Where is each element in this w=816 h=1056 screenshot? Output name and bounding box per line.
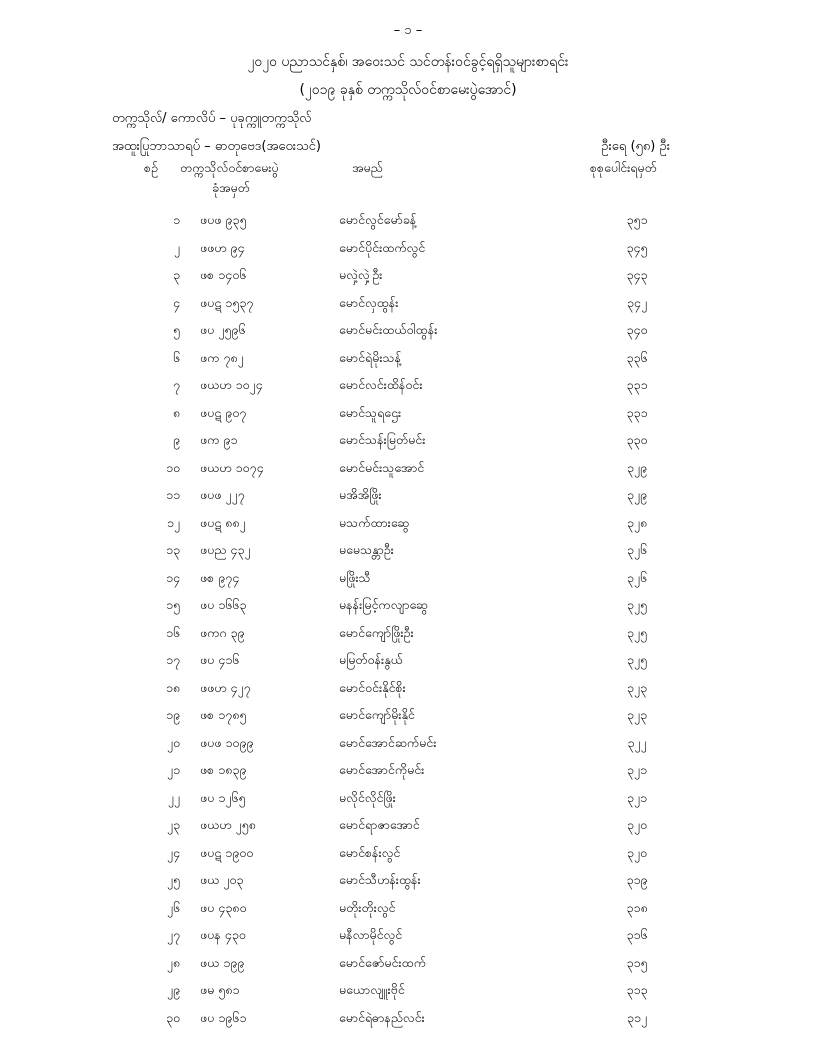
roll-number: ဖပဖ ၉၃၅ <box>200 212 247 227</box>
total-marks: ၃၂၁ <box>626 789 648 805</box>
student-name: မောင်ဇော်မင်းထက် <box>339 954 426 970</box>
roll-number: ဖဖဟ ၄၂၇ <box>200 679 251 695</box>
roll-number: ဖကဂ ၃၉ <box>200 624 245 640</box>
column-header-marks: စုစုပေါင်းရမှတ် <box>590 160 657 175</box>
roll-number: ဖပဋ ၁၉၀၀ <box>200 844 254 860</box>
student-name: မောင်လွင်မော်ခန့် <box>339 212 417 227</box>
row-number: ၇ <box>172 377 180 392</box>
roll-number: ဖယဟ ၁၀၂၄ <box>200 377 263 392</box>
student-name: မောင်အောင်ဆက်မင်း <box>339 734 437 750</box>
row-number: ၂ <box>173 239 180 255</box>
row-number: ၁၈ <box>165 679 180 695</box>
student-name: မအိအိဖြိုး <box>339 487 382 502</box>
table-row <box>0 322 816 350</box>
table-row <box>0 900 816 928</box>
student-name: မောင်ရဲဓာနည်လင်း <box>339 1009 425 1025</box>
total-marks: ၃၂၅ <box>626 624 648 640</box>
roll-number: ဖပန ၄၃၀ <box>200 927 246 942</box>
table-row <box>0 1010 816 1038</box>
total-marks: ၃၃၆ <box>626 349 648 365</box>
table-row <box>0 377 816 405</box>
row-number: ၁၆ <box>165 624 180 640</box>
student-name: မမြတ်ဝန်းနွယ် <box>339 652 403 667</box>
table-row <box>0 212 816 240</box>
student-name: မောင်လင်းထိန်ဝင်း <box>339 377 423 392</box>
total-marks: ၃၄၅ <box>626 239 648 255</box>
student-name: မလိုင်လိုင်ဖြိုး <box>339 789 396 805</box>
table-row <box>0 295 816 323</box>
column-header-no: စဉ် <box>144 160 158 175</box>
table-row <box>0 542 816 570</box>
total-marks: ၃၂၁ <box>626 762 648 777</box>
total-marks: ၃၂၂ <box>627 734 647 750</box>
table-row <box>0 845 816 873</box>
row-number: ၂၆ <box>166 899 180 915</box>
student-name: မနန်းမြင့်ကလျာဆွေ <box>339 597 428 612</box>
row-number: ၃၀ <box>165 1009 180 1025</box>
table-row <box>0 432 816 460</box>
table-row <box>0 405 816 433</box>
student-name: မတိုးတိုးလွင် <box>339 899 396 915</box>
table-row <box>0 652 816 680</box>
table-row <box>0 762 816 790</box>
row-number: ၈ <box>172 404 180 420</box>
student-name: မောင်ရဲမိုးသန့် <box>339 349 402 365</box>
roll-number: ဖမ ၅၈၁ <box>200 982 240 997</box>
table-row <box>0 982 816 1010</box>
total-marks: ၃၂၉ <box>626 459 648 475</box>
total-marks: ၃၄၃ <box>626 267 648 282</box>
table-row <box>0 927 816 955</box>
row-number: ၂၀ <box>166 734 180 750</box>
roll-number: ဖပ ၄၃၈၀ <box>200 899 247 915</box>
roll-number: ဖပ ၄၁၆ <box>200 652 240 667</box>
table-row <box>0 487 816 515</box>
total-marks: ၃၅၁ <box>626 212 648 227</box>
total-marks: ၃၂၃ <box>626 679 648 695</box>
total-marks: ၃၃၀ <box>626 432 648 447</box>
student-name: မောင်မင်းထယ်ဝါထွန်း <box>339 322 438 337</box>
student-name: မလှဲ့လှဲ့ဦး <box>339 267 383 282</box>
roll-number: ဖယဟ ၂၅၈ <box>200 817 256 832</box>
student-name: မောင်စန်းလွင် <box>339 844 401 860</box>
row-number: ၂၃ <box>166 817 180 832</box>
total-marks: ၃၄၀ <box>626 322 648 337</box>
roll-number: ဖပဖ ၁၀၉၉ <box>200 734 254 750</box>
table-row <box>0 735 816 763</box>
total-marks: ၃၂၈ <box>626 514 648 530</box>
table-row <box>0 570 816 598</box>
student-name: မောင်သူရဌေး <box>339 404 402 420</box>
table-row <box>0 460 816 488</box>
total-marks: ၃၂၆ <box>626 569 648 585</box>
row-number: ၁ <box>172 212 180 227</box>
table-row <box>0 350 816 378</box>
row-number: ၁၉ <box>165 707 180 722</box>
document-title: ၂၀၂၀ ပညာသင်နှစ်၊ အဝေးသင် သင်တန်းဝင်ခွင့်ရရှိသူများစာရင်း <box>247 54 569 70</box>
total-marks: ၃၂၉ <box>626 487 648 502</box>
roll-number: ဖပ ၁၆၆၃ <box>200 597 247 612</box>
student-name: မောင်သန်းမြတ်မင်း <box>339 432 426 447</box>
row-number: ၅ <box>172 322 180 337</box>
row-number: ၃ <box>172 267 180 282</box>
column-header-roll: တက္ကသိုလ်ဝင်စာမေးပွဲ <box>180 160 279 175</box>
total-marks: ၃၂၀ <box>626 817 648 832</box>
total-marks: ၃၂၀ <box>626 844 648 860</box>
total-marks: ၃၁၂ <box>626 1009 648 1025</box>
student-name: မမေသန္တာဦး <box>339 542 394 557</box>
row-number: ၆ <box>172 349 180 365</box>
row-number: ၂၁ <box>166 762 180 777</box>
student-name: မောင်ဝင်းနိုင်စိုး <box>339 679 406 695</box>
university-line: တက္ကသိုလ်/ ကောလိပ် – ပုခုက္ကူတက္ကသိုလ် <box>112 111 312 126</box>
total-marks: ၃၃၁ <box>626 404 648 420</box>
major-subject-line: အထူးပြုဘာသာရပ် – ဓာတုဗေဒ(အဝေးသင်) <box>112 139 321 154</box>
total-marks: ၃၃၁ <box>626 377 648 392</box>
roll-number: ဖယဟ ၁၀၇၄ <box>200 459 264 475</box>
table-row <box>0 267 816 295</box>
total-marks: ၃၂၅ <box>626 597 648 612</box>
row-number: ၂၂ <box>167 789 180 805</box>
student-name: မောင်အောင်ကိုမင်း <box>339 762 425 777</box>
roll-number: ဖပဋ ၁၅၃၇ <box>200 294 254 310</box>
total-marks: ၃၂၃ <box>626 707 648 722</box>
student-name: မောင်ကျော်မိုးနိုင် <box>339 707 415 722</box>
student-name: မောင်လှထွန်း <box>339 294 399 310</box>
total-marks: ၃၁၉ <box>626 872 648 887</box>
document-subtitle: (၂၀၁၉ ခုနှစ် တက္ကသိုလ်ဝင်စာမေးပွဲအောင်) <box>299 82 517 98</box>
roll-number: ဖပ ၁၉၆၁ <box>200 1009 247 1025</box>
row-number: ၁၇ <box>165 652 180 667</box>
roll-number: ဖက ၇၈၂ <box>200 349 244 365</box>
row-number: ၁၀ <box>165 459 180 475</box>
student-list <box>0 212 816 1037</box>
table-row <box>0 515 816 543</box>
row-number: ၁၁ <box>165 487 180 502</box>
total-marks: ၃၄၂ <box>626 294 648 310</box>
table-row <box>0 240 816 268</box>
row-number: ၁၅ <box>165 597 180 612</box>
student-name: မောင်ပိုင်းထက်လွင် <box>339 239 426 255</box>
row-number: ၂၅ <box>166 872 180 887</box>
roll-number: ဖပဖ ၂၂၇ <box>200 487 245 502</box>
roll-number: ဖစ ၁၈၃၉ <box>200 762 247 777</box>
student-name: မဖြိုးသီ <box>339 569 371 585</box>
table-row <box>0 790 816 818</box>
column-header-roll-line2: ခုံအမှတ် <box>212 180 250 195</box>
roll-number: ဖပ ၂၅၉၆ <box>200 322 246 337</box>
page-number: – ၁ – <box>393 23 423 38</box>
row-number: ၁၂ <box>166 514 180 530</box>
roll-number: ဖစ ၁၇၈၅ <box>200 707 247 722</box>
row-number: ၂၈ <box>166 954 180 970</box>
student-name: မနီလာမိုင်လွင် <box>339 927 403 942</box>
table-row <box>0 680 816 708</box>
roll-number: ဖပ ၁၂၆၅ <box>200 789 246 805</box>
table-row <box>0 625 816 653</box>
roll-number: ဖက ၉၁ <box>200 432 238 447</box>
row-number: ၄ <box>172 294 180 310</box>
column-header-name: အမည် <box>352 160 383 175</box>
row-number: ၁၃ <box>165 542 180 557</box>
row-number: ၉ <box>172 432 180 447</box>
student-name: မောင်ကျော်ဖြိုးဦး <box>339 624 414 640</box>
student-count: ဦးရေ (၅၈) ဦး <box>601 139 670 154</box>
table-row <box>0 707 816 735</box>
table-row <box>0 817 816 845</box>
student-name: မယောလျူးဗိုင် <box>339 982 405 997</box>
total-marks: ၃၂၅ <box>626 652 648 667</box>
total-marks: ၃၁၆ <box>626 927 648 942</box>
roll-number: ဖယ ၁၉၉ <box>200 954 245 970</box>
total-marks: ၃၁၅ <box>626 954 648 970</box>
row-number: ၂၄ <box>166 844 180 860</box>
roll-number: ဖပဋ ၉၀၇ <box>200 404 247 420</box>
student-name: မောင်သီဟန်းထွန်း <box>339 872 421 887</box>
table-row <box>0 872 816 900</box>
total-marks: ၃၁၈ <box>626 899 648 915</box>
row-number: ၂၉ <box>166 982 180 997</box>
roll-number: ဖစ ၁၄၀၆ <box>200 267 247 282</box>
student-name: မောင်မင်းသူအောင် <box>339 459 425 475</box>
total-marks: ၃၁၃ <box>626 982 648 997</box>
roll-number: ဖဖဟ ၉၄ <box>200 239 245 255</box>
student-name: မသက်ထားဆွေ <box>339 514 410 530</box>
table-row <box>0 597 816 625</box>
student-name: မောင်ရာဇာအောင် <box>339 817 420 832</box>
roll-number: ဖစ ၉၇၄ <box>200 569 240 585</box>
roll-number: ဖယ ၂၀၃ <box>200 872 244 887</box>
roll-number: ဖပဋ ၈၈၂ <box>200 514 246 530</box>
row-number: ၂၇ <box>166 927 180 942</box>
total-marks: ၃၂၆ <box>626 542 648 557</box>
table-row <box>0 955 816 983</box>
row-number: ၁၄ <box>165 569 180 585</box>
roll-number: ဖပည ၄၃၂ <box>200 542 251 557</box>
